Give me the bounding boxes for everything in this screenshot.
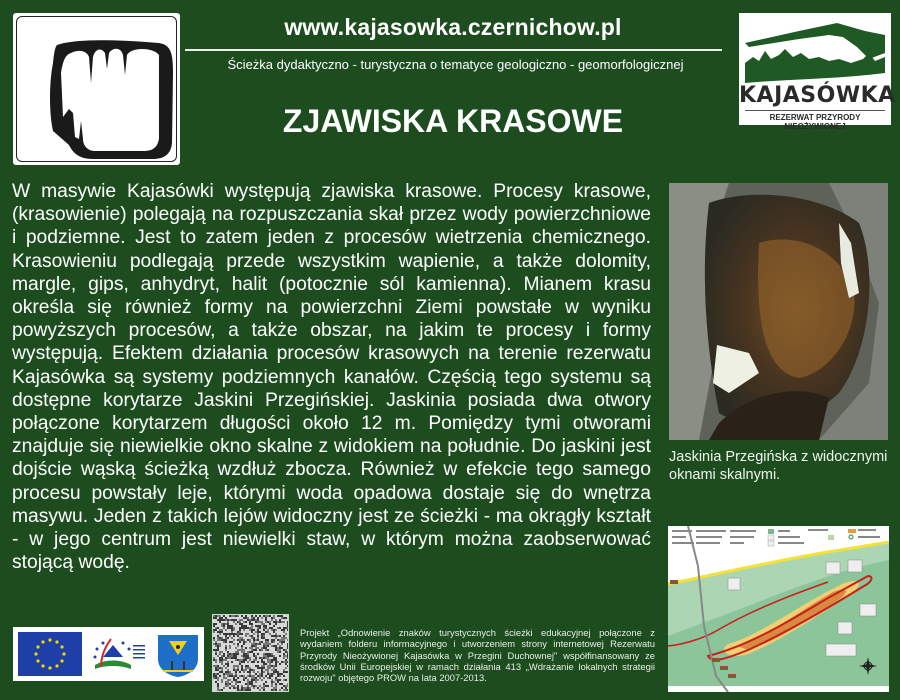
reserve-tagline: REZERWAT PRZYRODY NIEOŻYWIONEJ bbox=[769, 113, 861, 131]
reserve-logo bbox=[739, 13, 896, 131]
logo-divider bbox=[745, 110, 885, 111]
rural-development-program-logo bbox=[94, 639, 146, 669]
eu-flag-icon bbox=[18, 632, 82, 676]
trail-subtitle: Ścieżka dydaktyczno - turystyczna o tematyce geologiczno - geomorfologicznej bbox=[227, 57, 684, 72]
header-divider bbox=[185, 49, 722, 51]
trail-map[interactable] bbox=[668, 526, 889, 692]
project-funding-note: Projekt „Odnowienie znaków turystycznych ścieżki edukacyjnej połączone z wydaniem folderu informacyjnego i utworzeniem strony internetowej Rezerwatu Przyrody Nieożywionej Kajasówka w Przegini Duchownej" współfinansowany ze środków Unii Europejskiej w ramach działania 413 „Wdrażanie lokalnych strategii rozwoju" objętego PROW na lata 2007-2013. bbox=[300, 627, 655, 684]
commune-coat-of-arms-icon bbox=[158, 635, 198, 677]
landscape-trees-icon bbox=[739, 13, 891, 83]
site-url[interactable]: www.kajasowka.czernichow.pl bbox=[284, 14, 622, 40]
sponsor-logos bbox=[13, 627, 204, 681]
qr-code-icon[interactable] bbox=[212, 614, 289, 692]
cave-stalactite-icon bbox=[13, 13, 180, 165]
photo-caption: Jaskinia Przegińska z widocznymi oknami skalnymi. bbox=[669, 449, 888, 483]
reserve-name: KAJASÓWKA bbox=[739, 83, 896, 108]
cave-photo bbox=[669, 183, 888, 440]
page-title: ZJAWISKA KRASOWE bbox=[282, 103, 624, 139]
karst-description: W masywie Kajasówki występują zjawiska krasowe. Procesy krasowe, (krasowienie) polegają na rozpuszczania skał przez wody powierzchniowe i podziemne. Jest to zatem jeden z procesów wietrzenia chemicznego. Krasowieniu podlegają przede wszystkim wapienie, a także dolomity, margle, gips, anhydryt, halit (potocznie sól kamienna). Mianem krasu określa się również formy na powierzchni Ziemi powstałe w wyniku powyższych procesów, a także obszar, na jakim te procesy i formy występują. Efektem działania procesów krasowych na terenie rezerwatu Kajasówka są systemy podziemnych kanałów. Częścią tego systemu są dostępne korytarze Jaskini Przegińskiej. Jaskinia posiada dwa otwory połączone korytarzem długości około 12 m. Pomiędzy tymi otworami znajduje się niewielkie okno skalne z widokiem na południe. Do jaskini jest dojście wąską ścieżką wzdłuż zbocza. Również w efekcie tego samego procesu powstały leje, którymi woda opadowa dostaje się do wnętrza masywu. Jeden z takich lejów widoczny jest ze ścieżki - ma okrągły kształt - w jego centrum jest niewielki staw, w którym można zaobserwować stojącą wodę. bbox=[12, 181, 651, 574]
cave-sign bbox=[13, 13, 180, 165]
